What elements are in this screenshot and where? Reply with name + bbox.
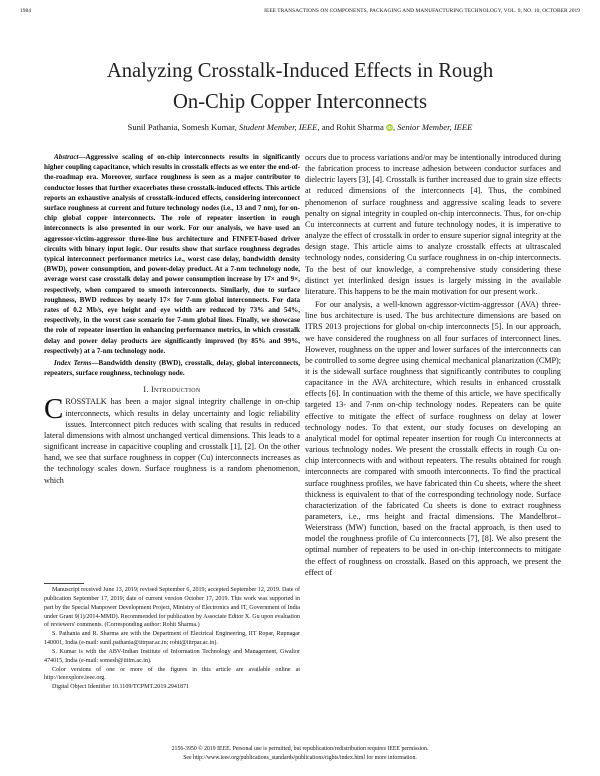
paper-title	[0, 56, 600, 118]
authors-part-1: Sunil Pathania, Somesh Kumar,	[127, 122, 237, 132]
orcid-icon[interactable]: iD	[387, 125, 392, 130]
author-line: Sunil Pathania, Somesh Kumar, Student Member, IEEE, and Rohit Sharma iD, Senior Member, IEEE	[127, 122, 473, 132]
abstract-text: Aggressive scaling of on-chip interconnects results in significantly higher coupling capacitance, which results in crosstalk effects as we enter the end-of-the-roadmap era. Moreover, surface roughness is seen as a major contributor to conductor losses that further exacerbates these crosstalk-induced effects. This article reports an exhaustive analysis of crosstalk-induced effects, considering interconnect surface roughness at current and future technology nodes (i.e., 13 and 7 nm), for on-chip global copper interconnects. The role of repeater insertion in rough interconnects is also presented in our work. For our analysis, we have used an aggressor-victim-aggressor three-line bus architecture and FINFET-based driver circuits with binary input logic. Our results show that surface roughness degrades typical interconnect performance metrics i.e., worst case delay, bandwidth density (BWD), power consumption, and power-delay product. At a 7-nm technology node, average worst case crosstalk delay and power consumption increase by 17× and 9×, respectively, when compared to smooth interconnects. Similarly, due to surface roughness, BWD reduces by nearly 17× for 7-nm global interconnects. For data rates of 0.2 Mb/s, eye height and eye width are reduced by 73% and 54%, respectively, in the worst case scenario for 7-mm global lines. Finally, we showcase the role of repeater insertion in enhancing performance metrics, in which crosstalk delay and power delay products are significantly improved (by 85% and 99%, respectively) at a 7-nm technology node.	[44, 153, 300, 355]
intro-first-word: ROSSTALK	[65, 397, 107, 407]
title-line-1: Analyzing Crosstalk-Induced Effects in Rough	[106, 60, 494, 82]
footnote-color-versions: Color versions of one or more of the figures in this article are available online at http://ieeexplore.ieee.org.	[44, 666, 300, 682]
author-membership-1: Student Member, IEEE	[238, 122, 318, 132]
journal-header: IEEE TRANSACTIONS ON COMPONENTS, PACKAGING AND MANUFACTURING TECHNOLOGY, VOL. 9, NO. 10, OCTOBER 2019	[264, 8, 580, 14]
page-number: 1984	[20, 8, 31, 14]
index-terms-dash: —	[91, 359, 99, 368]
index-terms-label: Index Terms	[54, 359, 92, 368]
right-column	[305, 152, 561, 578]
footnote-affiliation-1: S. Pathania and R. Sharma are with the Department of Electrical Engineering, IIT Ropar, Rupnagar 140001, India (e-mail: sunil.pathania@iitrpar.ac.in; rohit@iitrpar.ac.in).	[44, 631, 300, 647]
index-terms	[44, 358, 300, 378]
footnote-doi: Digital Object Identifier 10.1109/TCPMT.2019.2941871	[52, 684, 190, 691]
footnote-manuscript: Manuscript received June 13, 2019; revised September 6, 2019; accepted September 12, 2019. Date of publication September 17, 2019; date of current version October 17, 2019. This work was supported in part by the Special Manpower Development Project, Ministry of Electronics and IT, Government of India under Grant 9(1)/2014-MMD). Recommended for publication by Associate Editor X. Gu upon evaluation of reviewers' comments. (Corresponding author: Rohit Sharma.)	[44, 587, 300, 629]
footnotes	[44, 586, 300, 692]
rights-link-line: See http://www.ieee.org/publications_standards/publications/rights/index.html for more information.	[183, 755, 417, 761]
section-heading-introduction: I. Introduction	[143, 385, 201, 395]
intro-text: has been a major signal integrity challenge in on-chip interconnects, which results in delay uncertainty and logic reliability issues. Interconnect pitch reduces with scaling that results in reduced lateral dimensions with almost unchanged vertical dimensions. This leads to a significant increase in capacitive coupling and crosstalk [1], [2]. On the other hand, we see that surface roughness in copper (Cu) interconnects increases as the technology scales down. Surface roughness is a random phenomenon, which	[44, 397, 300, 485]
authors-part-2: , and Rohit Sharma	[317, 122, 384, 132]
index-terms-text: Bandwidth density (BWD), crosstalk, delay, global interconnects, repeaters, surface roughness, technology node.	[44, 359, 300, 378]
title-line-2: On-Chip Copper Interconnects	[173, 91, 427, 113]
copyright-line: 2156-3950 © 2019 IEEE. Personal use is permitted, but republication/redistribution requires IEEE permission.	[171, 746, 429, 752]
drop-cap: C	[44, 393, 64, 426]
body-paragraph-2: For our analysis, a well-known aggressor-victim-aggressor (AVA) three-line bus architecture is used. The bus architecture dimensions are based on ITRS 2013 projections for global on-chip interconnects [5]. In our approach, we have considered the roughness on all four surfaces of interconnect lines. However, roughness on the upper and lower surfaces of the interconnects can be controlled to some degree using chemical mechanical planarization (CMP); it is the sidewall surface roughness that significantly contributes to coupling capacitance in the AVA architecture, which results in enhanced crosstalk effects [6]. In continuation with the theme of this article, we have specifically targeted 13- and 7-nm on-chip technology nodes. Repeaters can be quite effective to mitigate the effect of surface roughness on delay at lower technology nodes. To that extent, our study focuses on developing an analytical model for optimal repeater insertion for rough Cu interconnects at various technology nodes. We present the crosstalk effects in rough Cu on-chip interconnects with and without repeaters. The results obtained for rough interconnects are compared with smooth interconnects. To find the practical surface roughness profiles, we have fabricated thin Cu sheets, where the sheet thickness is equivalent to that of the corresponding technology node. Surface characterization of the fabricated Cu sheets is done to extract roughness parameters, i.e., rms height and fractal dimensions. The Mandelbrot–Weierstrass (MW) function, based on the fractal approach, is then used to model the roughness profile of Cu interconnects [7], [8]. We also present the optimal number of repeaters to be used in on-chip interconnects to mitigate the effect of roughness on crosstalk. Based on this approach, we present the effect of	[305, 300, 561, 577]
abstract	[44, 152, 300, 356]
footnote-divider	[44, 583, 84, 584]
abstract-label: Abstract	[54, 153, 79, 161]
intro-paragraph	[44, 393, 300, 485]
left-column	[44, 152, 300, 486]
footnote-affiliation-2: S. Kumar is with the ABV-Indian Institute of Information Technology and Management, Gwalior 474015, India (e-mail: somesh@iiitm.ac.in).	[44, 648, 300, 664]
body-paragraph-1: occurs due to process variations and/or may be intentionally introduced during the fabrication process to increase adhesion between conductor surfaces and dielectric layers [3], [4]. Crosstalk is further increased due to grain size effects at reduced dimensions of the interconnects [4]. Thus, the combined phenomenon of surface roughness and aggressive scaling leads to severe penalty on signal integrity in coupled on-chip interconnects. Thus, for on-chip Cu interconnects at current and future technology nodes, it is imperative to analyze the effect of crosstalk in order to ensure superior signal integrity at the design stage. This article aims to analyze crosstalk effects at ultrascaled technology nodes, considering Cu surface roughness in on-chip interconnects. To the best of our knowledge, a comprehensive study considering these distinct yet interlinked design issues is largely missing in the available literature. This happens to be the main motivation for our present work.	[305, 153, 561, 296]
author-membership-2: Senior Member, IEEE	[397, 122, 473, 132]
abstract-dash: —	[78, 153, 86, 161]
